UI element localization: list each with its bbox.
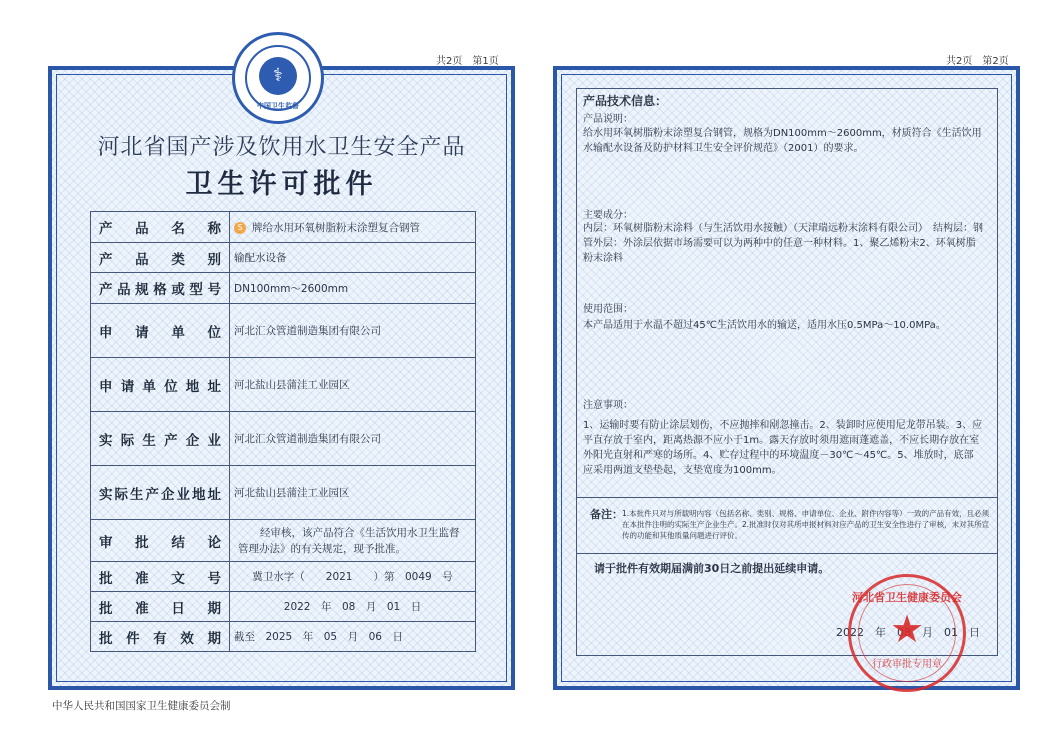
permit-info-table <box>90 211 476 652</box>
field-value: 河北汇众管道制造集团有限公司 <box>230 412 476 466</box>
product-description-text: 给水用环氧树脂粉末涂塑复合钢管，规格为DN100mm～2600mm，材质符合《生活饮用水输配水设备及防护材料卫生安全评价规范》（2001）的要求。 <box>583 128 982 154</box>
field-value: 冀卫水字（ 2021 ）第 0049 号 <box>230 562 476 592</box>
table-row <box>91 562 476 592</box>
table-row <box>91 304 476 358</box>
star-icon: ★ <box>889 607 925 651</box>
field-label: 申请单位 <box>91 304 230 358</box>
remarks-label: 备注： <box>590 508 623 521</box>
field-label: 批准文号 <box>91 562 230 592</box>
field-value: 河北盐山县蒲洼工业园区 <box>230 358 476 412</box>
table-row <box>91 592 476 622</box>
field-value: 2022 年 08 月 01 日 <box>230 592 476 622</box>
table-row <box>91 520 476 562</box>
field-value: 输配水设备 <box>230 243 476 273</box>
official-seal <box>848 574 966 692</box>
table-row <box>91 412 476 466</box>
issuer-footer: 中华人民共和国国家卫生健康委员会制 <box>52 700 231 712</box>
field-value: DN100mm～2600mm <box>230 273 476 304</box>
emblem-text: 中国卫生监督 <box>257 102 299 110</box>
main-components-label: 主要成分： <box>583 210 633 221</box>
usage-scope-text: 本产品适用于水温不超过45℃生活饮用水的输送，适用水压0.5MPa～10.0MPa。 <box>583 320 946 331</box>
tech-info-heading: 产品技术信息： <box>583 94 668 108</box>
field-label: 实际生产企业 <box>91 412 230 466</box>
field-value: 河北盐山县蒲洼工业园区 <box>230 466 476 520</box>
remarks-text: 1.本批件只对与所载明内容（包括名称、类别、规格、申请单位、企业、附件内容等）一致的产品有效，且必须在本批件注明的实际生产企业生产。2.批准时仅对其所申报材料对应产品的卫生安全性进行了审核，未对其所宣传的功能和其他质量问题进行评价。 <box>622 509 990 540</box>
notice-text: 1、运输时要有防止涂层划伤，不应抛摔和剐忽撞击。2、装卸时应使用尼龙带吊装。3、应平直存放于室内，距离热源不应小于1m。露天存放时须用遮雨蓬遮盖，不应长期存放在室外阳光直射和严寒的场所。4、贮存过程中的环境温度－30℃～45℃。5、堆放时，底部应采用两道支垫垫起，支垫宽度为100mm。 <box>583 420 983 476</box>
field-label: 申请单位地址 <box>91 358 230 412</box>
page-number-left: 共2页 第1页 <box>436 56 499 67</box>
field-label: 产品名称 <box>91 212 230 243</box>
product-description-label: 产品说明： <box>583 114 633 125</box>
renewal-notice: 请于批件有效期届满前30日之前提出延续申请。 <box>594 562 830 575</box>
field-value: 牌给水用环氧树脂粉末涂塑复合钢管 <box>252 221 420 234</box>
field-value: 河北汇众管道制造集团有限公司 <box>230 304 476 358</box>
table-row <box>91 273 476 304</box>
field-label: 实际生产企业地址 <box>91 466 230 520</box>
field-label: 审批结论 <box>91 520 230 562</box>
document-title: 河北省国产涉及饮用水卫生安全产品 <box>97 135 466 160</box>
seal-purpose-text: 行政审批专用章 <box>872 659 942 670</box>
field-value: 经审核，该产品符合《生活饮用水卫生监督管理办法》的有关规定，现予批准。 <box>230 520 476 562</box>
health-emblem-icon: ⚕ 中国卫生监督 <box>232 32 324 124</box>
field-label: 批准日期 <box>91 592 230 622</box>
document-subtitle: 卫生许可批件 <box>185 169 378 200</box>
table-row <box>91 212 476 243</box>
table-row <box>91 466 476 520</box>
field-label: 产品规格或型号 <box>91 273 230 304</box>
table-row <box>91 243 476 273</box>
field-value: 截至 2025 年 05 月 06 日 <box>230 622 476 652</box>
main-components-text: 内层：环氧树脂粉末涂料（与生活饮用水接触）（天津瑞远粉末涂料有限公司） 结构层：钢管外层：外涂层依据市场需要可以为两种中的任意一种材料。1、聚乙烯粉末2、环氧树脂粉末涂料 <box>583 223 983 264</box>
usage-scope-label: 使用范围： <box>583 304 633 315</box>
notice-label: 注意事项： <box>583 400 633 411</box>
table-row <box>91 358 476 412</box>
seal-authority-text: 河北省卫生健康委员会 <box>852 591 962 604</box>
issue-date: 2022 年 08 月 01 日 <box>836 626 980 639</box>
field-label: 批件有效期 <box>91 622 230 652</box>
table-row <box>91 622 476 652</box>
brand-logo-icon: S <box>234 222 246 234</box>
page-number-right: 共2页 第2页 <box>946 56 1009 67</box>
field-label: 产品类别 <box>91 243 230 273</box>
